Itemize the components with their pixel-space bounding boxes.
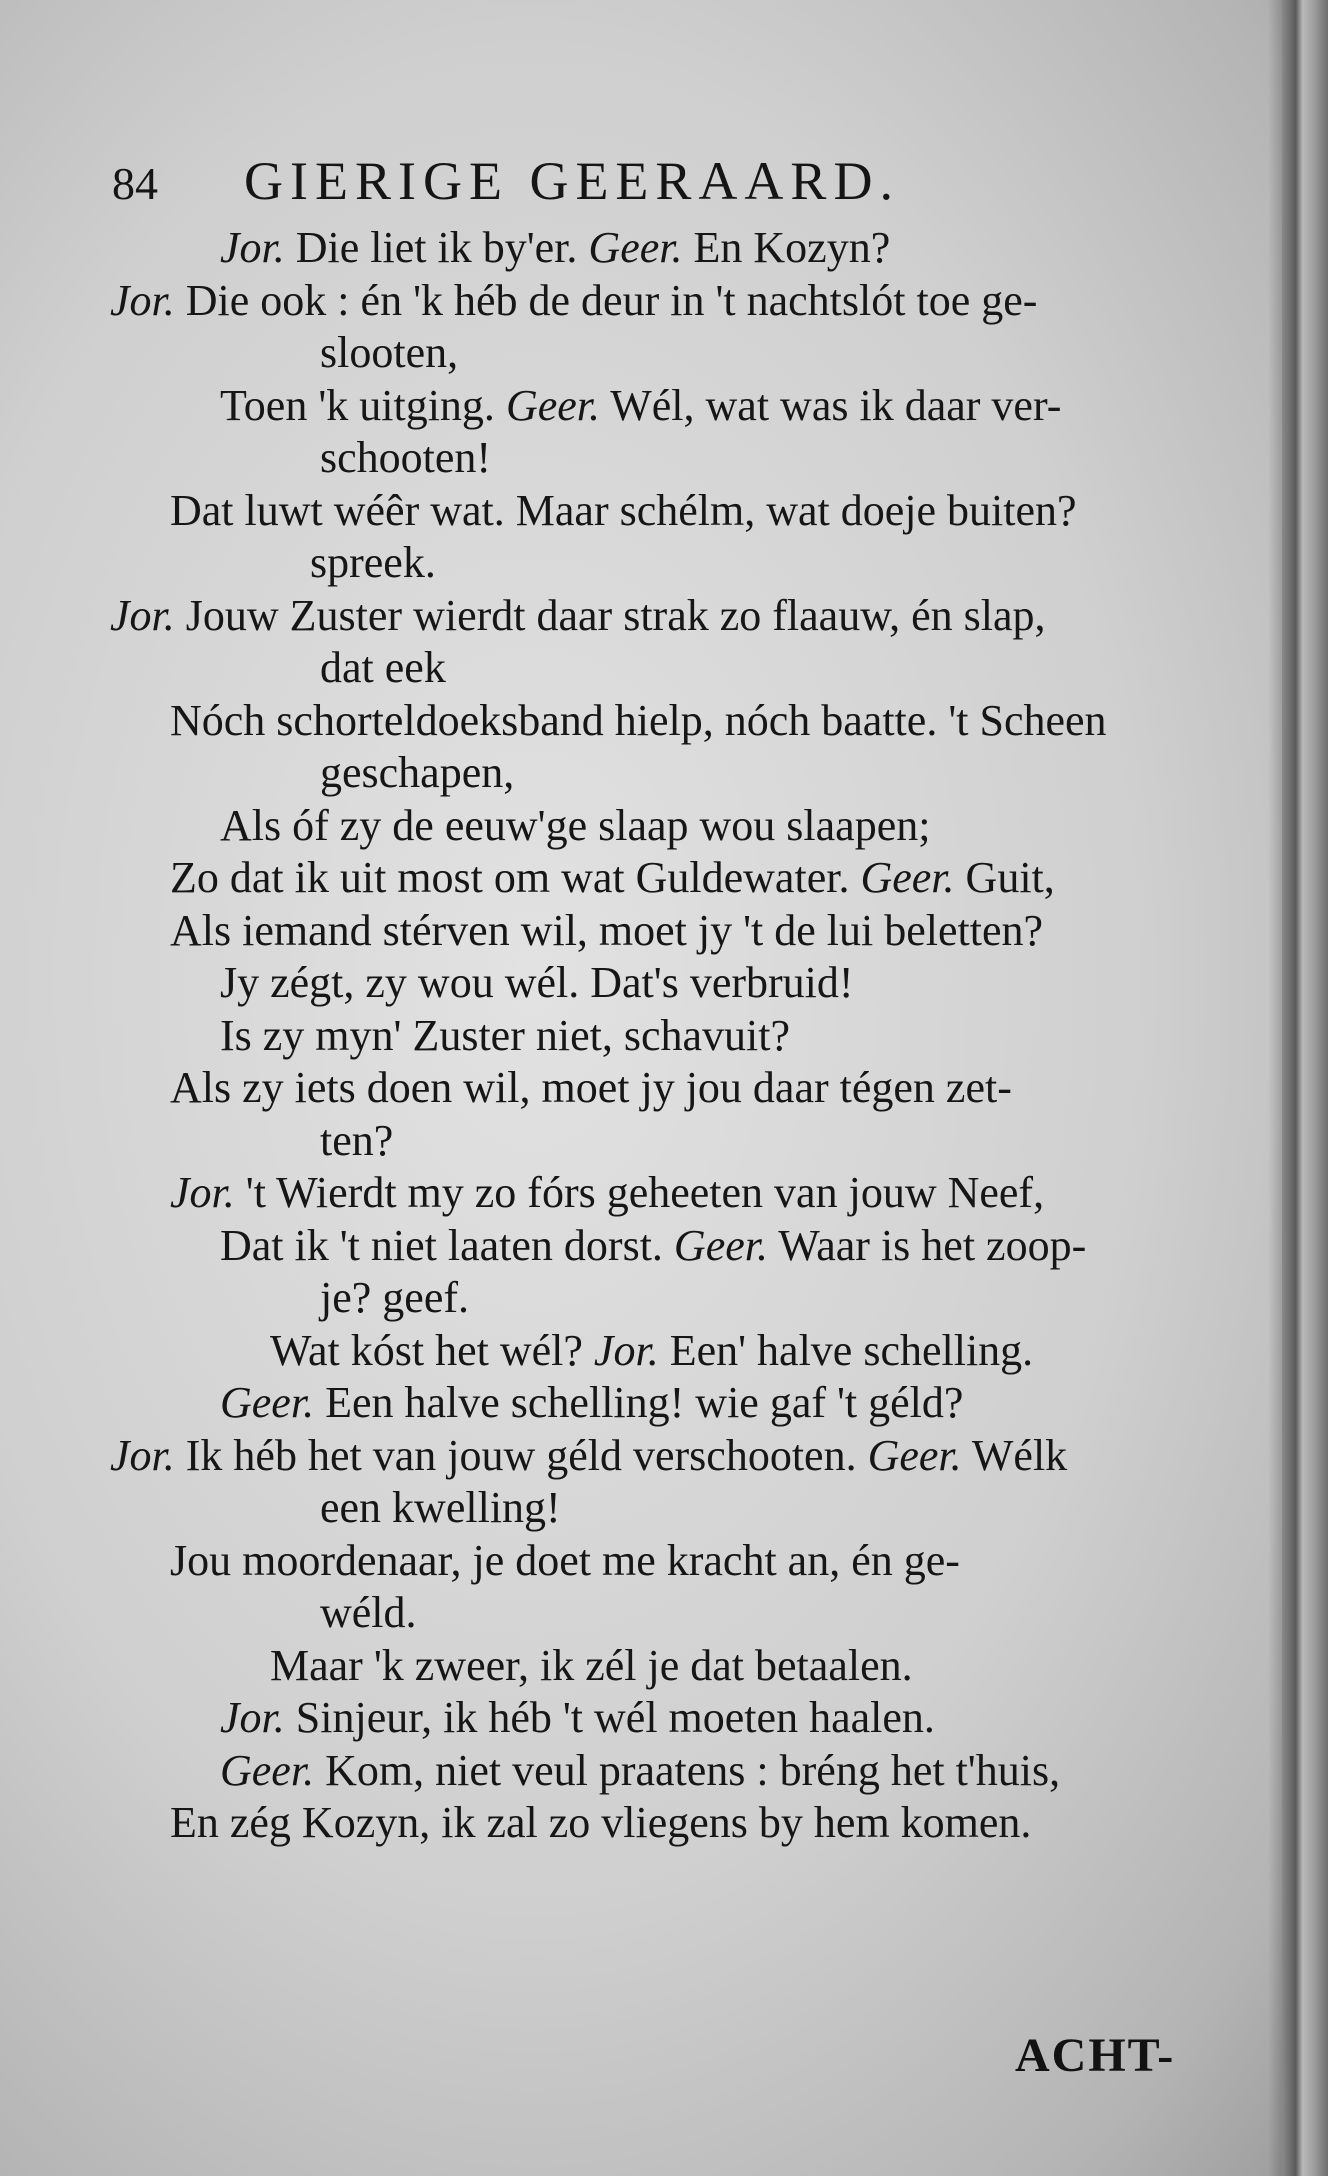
verse-line [110,537,1240,590]
verse-text: Sinjeur, ik héb 't wél moeten haalen. [284,1693,935,1742]
page-edge-shadow [1268,0,1282,2176]
verse-text: Ik héb het van jouw géld verschooten. [174,1430,868,1480]
running-head [112,150,1232,212]
verse-text: Toen 'k uitging. [220,380,506,430]
verse-text: Als zy iets doen wil, moet jy jou daar tégen zet- [170,1063,1012,1112]
verse-text: dat eek [320,643,446,692]
speaker-name: Geer. [505,380,601,430]
verse-text: Guit, [954,853,1055,902]
verse-text: Jou moordenaar, je doet me kracht an, én ge- [170,1535,960,1585]
verse-text: ten? [320,1115,394,1165]
verse-text-block [110,222,1240,1850]
speaker-name: Geer. [588,223,683,272]
verse-text: Jouw Zuster wierdt daar strak zo flaauw, én slap, [174,590,1046,640]
verse-line [110,747,1240,800]
verse-line [110,275,1240,328]
speaker-name: Jor. [110,275,175,325]
verse-text: 't Wierdt my zo fórs geheeten van jouw Neef, [234,1168,1045,1217]
speaker-name: Jor. [170,1168,235,1217]
speaker-name: Jor. [110,590,175,640]
page-number: 84 [112,158,158,209]
verse-line [110,1482,1240,1535]
verse-text: schooten! [320,433,492,482]
verse-line [110,590,1240,643]
verse-text: Wélk [961,1430,1068,1480]
verse-text: Zo dat ik uit most om wat Guldewater. [170,853,861,902]
running-title: GIERIGE GEERAARD. [244,151,900,211]
verse-text: wéld. [320,1588,417,1637]
verse-line [110,1062,1240,1115]
verse-text: Die ook : én 'k héb de deur in 't nachtslót toe ge- [174,275,1038,325]
verse-text: Een halve schelling! wie gaf 't géld? [314,1378,964,1427]
verse-line [110,1535,1240,1588]
speaker-name: Geer. [220,1378,315,1427]
verse-line [110,1377,1240,1430]
verse-line [110,800,1240,853]
verse-line [110,1167,1240,1220]
verse-text: Wat kóst het wél? [270,1325,594,1375]
verse-text: geschapen, [320,748,515,797]
verse-text: spreek. [310,538,436,587]
verse-line [110,222,1240,275]
verse-text: Dat luwt wéêr wat. Maar schélm, wat doeje buiten? [170,485,1077,535]
catchword: ACHT- [1015,2029,1176,2082]
verse-text: Kom, niet veul praatens : bréng het t'huis, [314,1745,1061,1795]
verse-text: je? geef. [320,1273,469,1322]
speaker-name: Geer. [867,1430,962,1480]
speaker-name: Jor. [220,1693,285,1742]
verse-line [110,1272,1240,1325]
verse-text: slooten, [320,328,459,377]
verse-line [110,1587,1240,1640]
verse-line [110,642,1240,695]
verse-text: een kwelling! [320,1483,561,1532]
verse-text: Waar is het zoop- [768,1220,1087,1270]
verse-line [110,327,1240,380]
verse-line [110,852,1240,905]
speaker-name: Geer. [673,1220,769,1270]
verse-line [110,1692,1240,1745]
verse-line [110,485,1240,538]
verse-line [110,432,1240,485]
verse-line [110,1325,1240,1378]
verse-text: En zég Kozyn, ik zal zo vliegens by hem komen. [170,1798,1032,1847]
verse-text: Maar 'k zweer, ik zél je dat betaalen. [270,1640,913,1690]
verse-line [110,1010,1240,1063]
verse-line [110,957,1240,1010]
verse-line [110,1430,1240,1483]
verse-text: Jy zégt, zy wou wél. Dat's verbruid! [220,958,854,1007]
verse-text: Dat ik 't niet laaten dorst. [220,1220,674,1270]
speaker-name: Jor. [110,1430,175,1480]
speaker-name: Geer. [220,1745,315,1795]
speaker-name: Jor. [220,223,285,272]
verse-text: Wél, wat was ik daar ver- [600,380,1062,430]
verse-text: Als óf zy de eeuw'ge slaap wou slaapen; [220,800,931,850]
verse-line [110,1797,1240,1850]
verse-text: Die liet ik by'er. [284,223,589,272]
verse-line [110,1115,1240,1168]
speaker-name: Jor. [593,1325,659,1375]
verse-text: Nóch schorteldoeksband hielp, nóch baatte. 't Scheen [170,695,1107,745]
book-gutter [1282,0,1328,2176]
verse-line [110,1745,1240,1798]
verse-text: Een' halve schelling. [658,1325,1034,1375]
verse-line [110,905,1240,958]
verse-text: Is zy myn' Zuster niet, schavuit? [220,1010,791,1060]
verse-line [110,1220,1240,1273]
verse-text: En Kozyn? [682,223,891,272]
verse-text: Als iemand stérven wil, moet jy 't de lui beletten? [170,905,1044,955]
verse-line [110,695,1240,748]
speaker-name: Geer. [860,853,955,902]
verse-line [110,1640,1240,1693]
verse-line [110,380,1240,433]
